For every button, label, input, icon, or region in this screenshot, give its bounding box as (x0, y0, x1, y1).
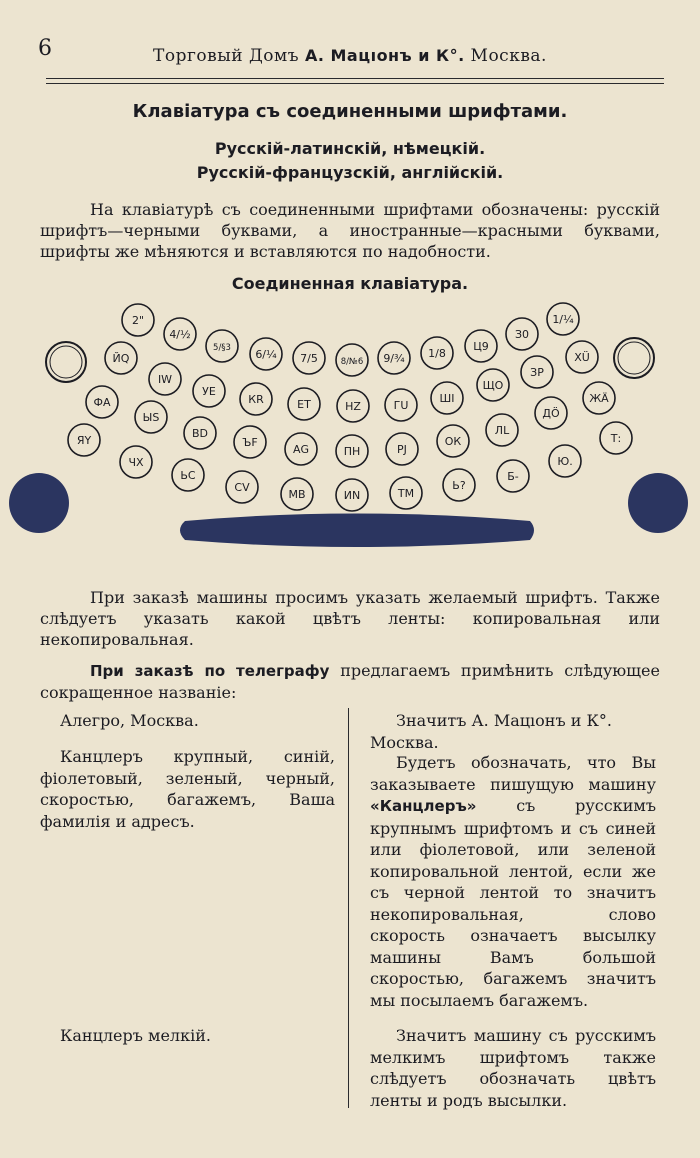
keyboard-key (477, 369, 509, 401)
telegraph-rest: предлагаемъ примѣнить слѣдующее сокращенное названiе: (40, 661, 660, 702)
keyboard-key (549, 445, 581, 477)
keyboard-key (122, 304, 154, 336)
key-label: ЧX (128, 456, 144, 469)
keyboard-key (234, 426, 266, 458)
keyboard-key (378, 342, 410, 374)
key-label: ШI (439, 392, 455, 405)
company-name: А. Мацıонъ и К°. (304, 46, 465, 65)
keyboard-key (135, 401, 167, 433)
key-label: ТМ (397, 487, 415, 500)
key-label: ЩО (482, 379, 504, 392)
keyboard-key (521, 356, 553, 388)
page-number: 6 (38, 36, 52, 61)
left-col-para-3: Канцлеръ мелкiй. (60, 1026, 211, 1045)
right-col-para-3: Значитъ машину съ русскимъ мелкимъ шрифтомъ также слѣдуетъ обозначать цвѣтъ ленты и родъ высылки. (370, 1026, 656, 1110)
keyboard-key (506, 318, 538, 350)
key-label: ПН (343, 445, 361, 458)
key-label: ЯY (76, 434, 92, 447)
key-label: ЪF (242, 436, 258, 449)
keyboard-key (281, 478, 313, 510)
key-label: 8/№6 (340, 357, 364, 367)
key-label: 6/¼ (255, 348, 277, 361)
key-label: ЬС (180, 469, 196, 482)
key-label: НZ (345, 400, 361, 413)
key-label: РJ (397, 443, 407, 456)
key-label: Ь? (452, 479, 466, 492)
keyboard-key (193, 375, 225, 407)
keyboard-key (149, 363, 181, 395)
key-label: ЖÄ (589, 392, 609, 405)
left-col-para-2: Канцлеръ крупный, синiй, фiолетовый, зеленый, черный, скоростью, багажемъ, Ваша фамилiя и адресъ. (40, 747, 335, 831)
key-label: МВ (288, 488, 306, 501)
key-label: УЕ (202, 385, 216, 398)
key-label: IW (157, 373, 173, 386)
keyboard-key (293, 342, 325, 374)
left-knob (9, 473, 69, 533)
keyboard-key (120, 446, 152, 478)
key-label: Б- (507, 470, 519, 483)
keyboard-key (583, 382, 615, 414)
right-col-para-2 (370, 752, 656, 1011)
keyboard-key (336, 479, 368, 511)
key-label: Ю. (557, 455, 573, 468)
keyboard-key (431, 382, 463, 414)
key-label: ЕТ (297, 398, 311, 411)
keyboard-key (390, 477, 422, 509)
keyboard-key (206, 330, 238, 362)
keyboard-key (385, 389, 417, 421)
keyboard-key (172, 459, 204, 491)
key-label: ВD (191, 427, 209, 440)
keyboard-key (336, 435, 368, 467)
right-ring (614, 338, 654, 378)
keyboard-key (535, 397, 567, 429)
key-label: ЗР (530, 366, 544, 379)
keyboard-key (288, 388, 320, 420)
keyboard-key (421, 337, 453, 369)
key-label: 7/5 (300, 352, 318, 365)
key-label: СV (234, 481, 250, 494)
keyboard-key (465, 330, 497, 362)
left-ring (46, 342, 86, 382)
right-ring-inner (618, 342, 650, 374)
keyboard-key (285, 433, 317, 465)
right-col-para-2-post: съ русскимъ крупнымъ шрифтомъ и съ синей или фiолетовой, или зеленой копировальной лентой, если же съ черной лентой то значитъ некопировальная, слово скорость означаетъ высылку машины Вамъ большой скоростью, багажемъ значитъ мы посылаемъ багажемъ. (370, 796, 656, 1010)
keyboard-key (443, 469, 475, 501)
key-label: 1/8 (428, 347, 446, 360)
key-label: Ц9 (473, 340, 489, 353)
right-knob (628, 473, 688, 533)
keyboard-key (184, 417, 216, 449)
right-col-para-1: Значитъ А. Мацıонъ и К°. Москва. (370, 711, 612, 752)
intro-paragraph: На клавiатурѣ съ соединенными шрифтами обозначены: русскiй шрифтъ—черными буквами, а иностранные—красными буквами, шрифты же мѣняются и вставляются по надобности. (40, 200, 660, 261)
keyboard-key (486, 414, 518, 446)
keyboard-key (497, 460, 529, 492)
key-label: АG (292, 443, 310, 456)
subtitle-1: Русскiй-латинскiй, нѣмецкiй. (214, 139, 486, 158)
key-label: КR (248, 393, 264, 406)
key-label: 4/½ (169, 328, 191, 341)
key-label: ДÖ (542, 407, 560, 420)
keyboard-key (68, 424, 100, 456)
telegraph-bold: При заказѣ по телеграфу (90, 662, 330, 680)
running-head-pre: Торговый Домъ (153, 46, 305, 66)
keyboard-key (226, 471, 258, 503)
keyboard-key (86, 386, 118, 418)
key-label: ОК (444, 435, 462, 448)
left-col-line-1: Алегро, Москва. (60, 711, 199, 730)
keyboard-key (386, 433, 418, 465)
running-head-post: Москва. (464, 46, 547, 66)
keyboard-key (437, 425, 469, 457)
key-label: ЛL (494, 424, 510, 437)
key-label: ХÜ (574, 351, 590, 364)
keyboard-key (164, 318, 196, 350)
keyboard-key (240, 383, 272, 415)
space-bar (180, 514, 534, 548)
keyboard-key (105, 342, 137, 374)
keyboard-key (337, 390, 369, 422)
order-paragraph: При заказѣ машины просимъ указать желаемый шрифтъ. Также слѣдуетъ указать какой цвѣтъ ленты: копировальная или некопировальная. (40, 588, 660, 649)
keyboard-key (336, 344, 368, 376)
right-col-para-2-pre: Будетъ обозначать, что Вы заказываете пишущую машину (370, 753, 656, 794)
key-label: 1/¼ (552, 313, 574, 326)
subtitle-2: Русскiй-французскiй, англiйскiй. (196, 163, 504, 182)
keyboard-key (566, 341, 598, 373)
page-title: Клавiатура съ соединенными шрифтами. (132, 101, 568, 122)
key-label: 9/¾ (383, 352, 405, 365)
key-label: 2" (131, 314, 145, 327)
key-label: ИN (343, 489, 361, 502)
key-label: 5/§3 (213, 343, 231, 353)
kanzler-name: «Канцлеръ» (370, 797, 477, 815)
key-label: З0 (514, 328, 530, 341)
key-label: ЫS (142, 411, 160, 424)
column-divider (348, 708, 349, 1108)
keyboard-key (547, 303, 579, 335)
keyboard-key (600, 422, 632, 454)
telegraph-paragraph (40, 660, 660, 703)
keyboard-key (250, 338, 282, 370)
key-label: ЙQ (112, 352, 130, 365)
key-label: ГU (393, 399, 409, 412)
keyboard-title: Соединенная клавiатура. (231, 274, 469, 293)
key-label: Т: (610, 432, 622, 445)
left-ring-inner (50, 346, 82, 378)
keyboard-diagram (0, 0, 700, 560)
key-label: ФА (93, 396, 111, 409)
